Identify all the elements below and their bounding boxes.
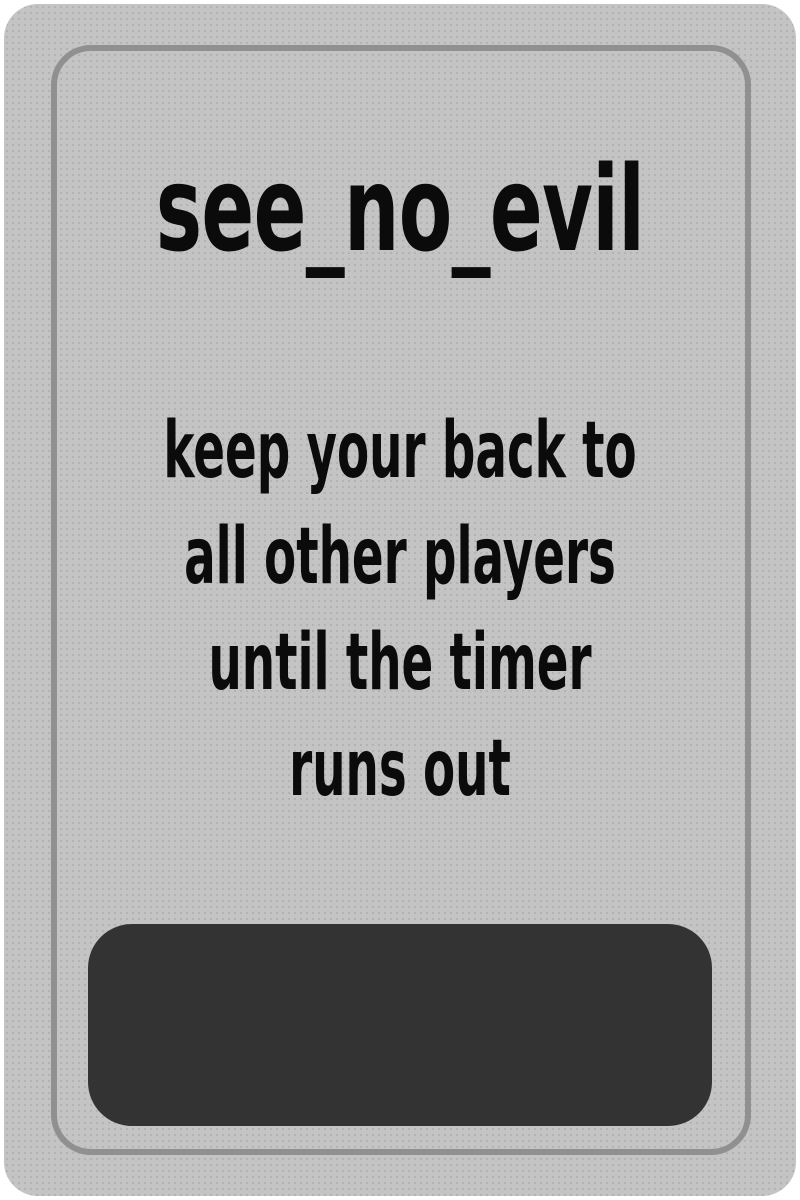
game-card bbox=[4, 4, 796, 1196]
description-line: runs out bbox=[289, 724, 511, 814]
card-bottom-panel bbox=[88, 924, 712, 1126]
description-line: keep your back to bbox=[163, 406, 637, 496]
card-description bbox=[162, 398, 637, 822]
description-line: all other players bbox=[184, 512, 616, 602]
card-title: see_no_evil bbox=[155, 140, 645, 278]
description-line: until the timer bbox=[208, 618, 592, 708]
